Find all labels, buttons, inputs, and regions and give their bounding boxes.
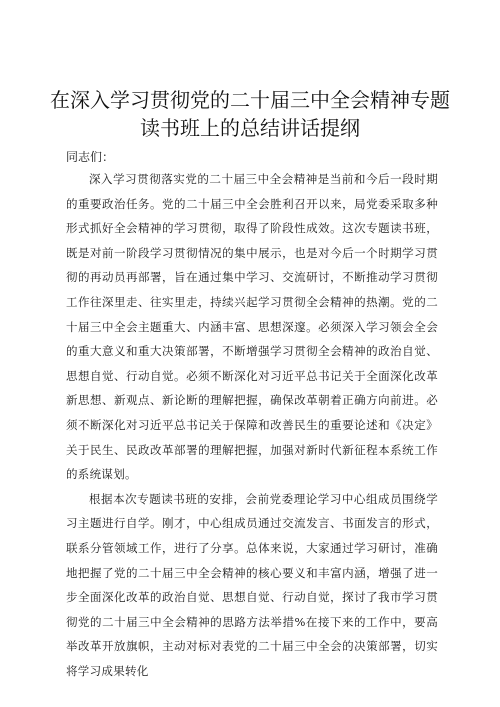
title-line-2: 读书班上的总结讲话提纲 (140, 116, 360, 140)
paragraph-2: 根据本次专题读书班的安排，会前党委理论学习中心组成员围绕学习主题进行自学。刚才，中心组成员通过交流发言、书面发言的形式，联系分管领域工作，进行了分享。总体来说，大家通过学习研讨，准确地把握了党的二十届三中全会精神的核心要义和丰富内涵，增强了进一步全面深化改革的政治自觉、思想自觉、行动自觉，探讨了我市学习贯彻党的二十届三中全会精神的思路方法举措%在接下来的工作中，要高举改革开放旗帜，主动对标对表党的二十届三中全会的决策部署，切实将学习成果转化 (66, 491, 438, 678)
document-body (66, 167, 438, 683)
salutation: 同志们： (66, 150, 115, 164)
title-line-1: 在深入学习贯彻党的二十届三中全会精神专题 (50, 88, 450, 112)
paragraph-1: 深入学习贯彻落实党的二十届三中全会精神是当前和今后一段时期的重要政治任务。党的二十届三中全会胜利召开以来，局党委采取多种形式抓好全会精神的学习贯彻，取得了阶段性成效。这次专题读书班，既是对前一阶段学习贯彻情况的集中展示，也是对今后一个时期学习贯彻的再动员再部署，旨在通过集中学习、交流研讨，不断推动学习贯彻工作往深里走、往实里走，持续兴起学习贯彻全会精神的热潮。党的二十届三中全会主题重大、内涵丰富、思想深邃。必须深入学习领会全会的重大意义和重大决策部署，不断增强学习贯彻全会精神的政治自觉、思想自觉、行动自觉。必须不断深化对习近平总书记关于全面深化改革新思想、新观点、新论断的理解把握，确保改革朝着正确方向前进。必须不断深化对习近平总书记关于保障和改善民生的重要论述和《决定》关于民生、民政改革部署的理解把握，加强对新时代新征程本系统工作的系统谋划。 (66, 172, 438, 482)
document-title (40, 86, 460, 142)
